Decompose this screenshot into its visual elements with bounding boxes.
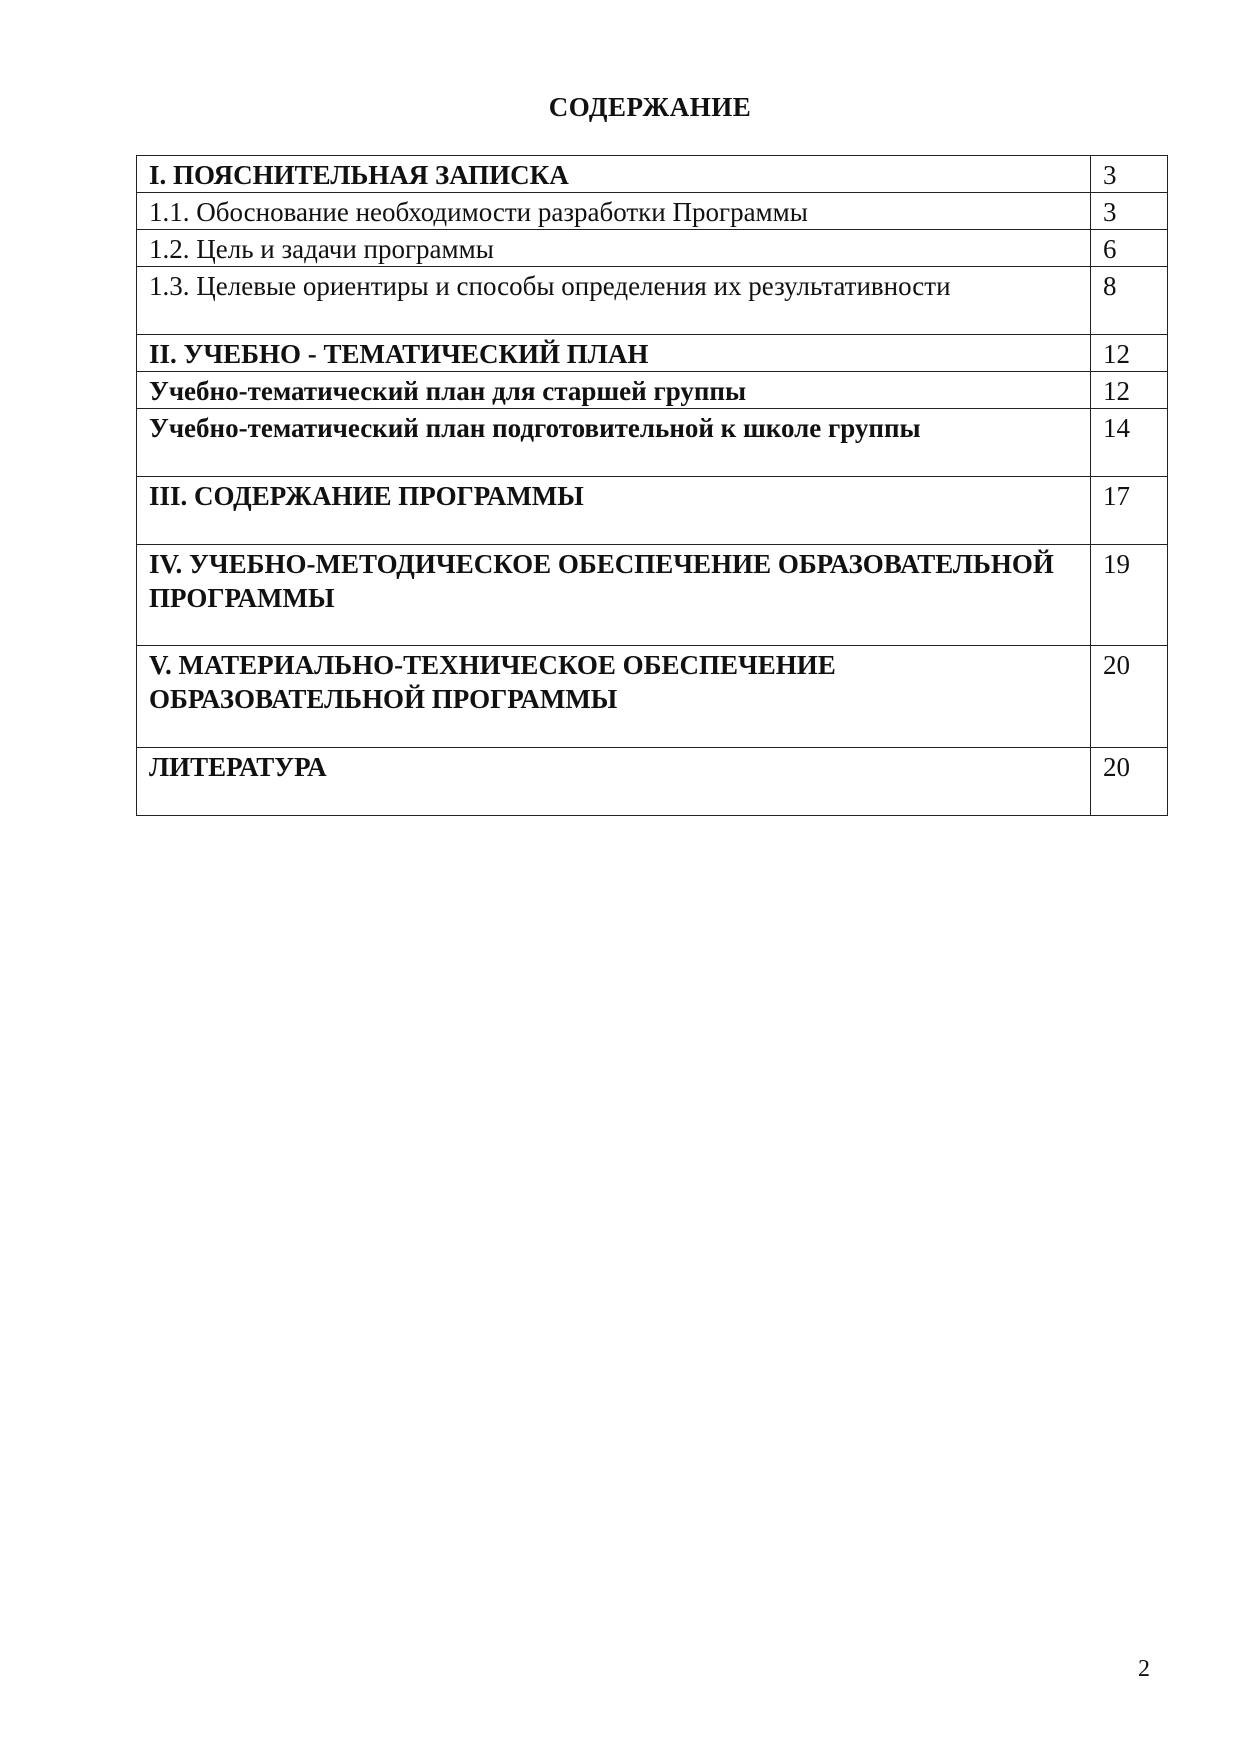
toc-entry-title: III. СОДЕРЖАНИЕ ПРОГРАММЫ <box>137 477 1091 545</box>
table-row <box>137 409 1168 477</box>
toc-entry-title: II. УЧЕБНО - ТЕМАТИЧЕСКИЙ ПЛАН <box>137 335 1091 372</box>
toc-entry-page: 8 <box>1091 267 1168 335</box>
toc-entry-page: 12 <box>1091 372 1168 409</box>
toc-entry-page: 20 <box>1091 748 1168 816</box>
page-title: СОДЕРЖАНИЕ <box>548 92 752 122</box>
toc-entry-page: 12 <box>1091 335 1168 372</box>
toc-entry-page: 3 <box>1091 193 1168 230</box>
toc-entry-title: Учебно-тематический план для старшей группы <box>137 372 1091 409</box>
page-number: 2 <box>1138 1656 1150 1682</box>
toc-entry-title: 1.2. Цель и задачи программы <box>137 230 1091 267</box>
toc-entry-title: IV. УЧЕБНО-МЕТОДИЧЕСКОЕ ОБЕСПЕЧЕНИЕ ОБРАЗОВАТЕЛЬНОЙ ПРОГРАММЫ <box>137 545 1091 646</box>
toc-entry-title: 1.3. Целевые ориентиры и способы определения их результативности <box>137 267 1091 335</box>
toc-entry-page: 3 <box>1091 156 1168 193</box>
toc-entry-title: Учебно-тематический план подготовительной к школе группы <box>137 409 1091 477</box>
table-row <box>137 646 1168 748</box>
toc-entry-page: 20 <box>1091 646 1168 748</box>
table-row <box>137 193 1168 230</box>
toc-entry-page: 19 <box>1091 545 1168 646</box>
table-of-contents <box>136 155 1168 816</box>
toc-entry-title: I. ПОЯСНИТЕЛЬНАЯ ЗАПИСКА <box>137 156 1091 193</box>
toc-entry-page: 14 <box>1091 409 1168 477</box>
toc-entry-page: 6 <box>1091 230 1168 267</box>
table-row <box>137 748 1168 816</box>
toc-entry-title: V. МАТЕРИАЛЬНО-ТЕХНИЧЕСКОЕ ОБЕСПЕЧЕНИЕ ОБРАЗОВАТЕЛЬНОЙ ПРОГРАММЫ <box>137 646 1091 748</box>
table-row <box>137 230 1168 267</box>
table-row <box>137 267 1168 335</box>
table-row <box>137 477 1168 545</box>
table-row <box>137 372 1168 409</box>
table-row <box>137 156 1168 193</box>
toc-entry-title: ЛИТЕРАТУРА <box>137 748 1091 816</box>
table-row <box>137 545 1168 646</box>
table-row <box>137 335 1168 372</box>
toc-entry-page: 17 <box>1091 477 1168 545</box>
toc-entry-title: 1.1. Обоснование необходимости разработки Программы <box>137 193 1091 230</box>
